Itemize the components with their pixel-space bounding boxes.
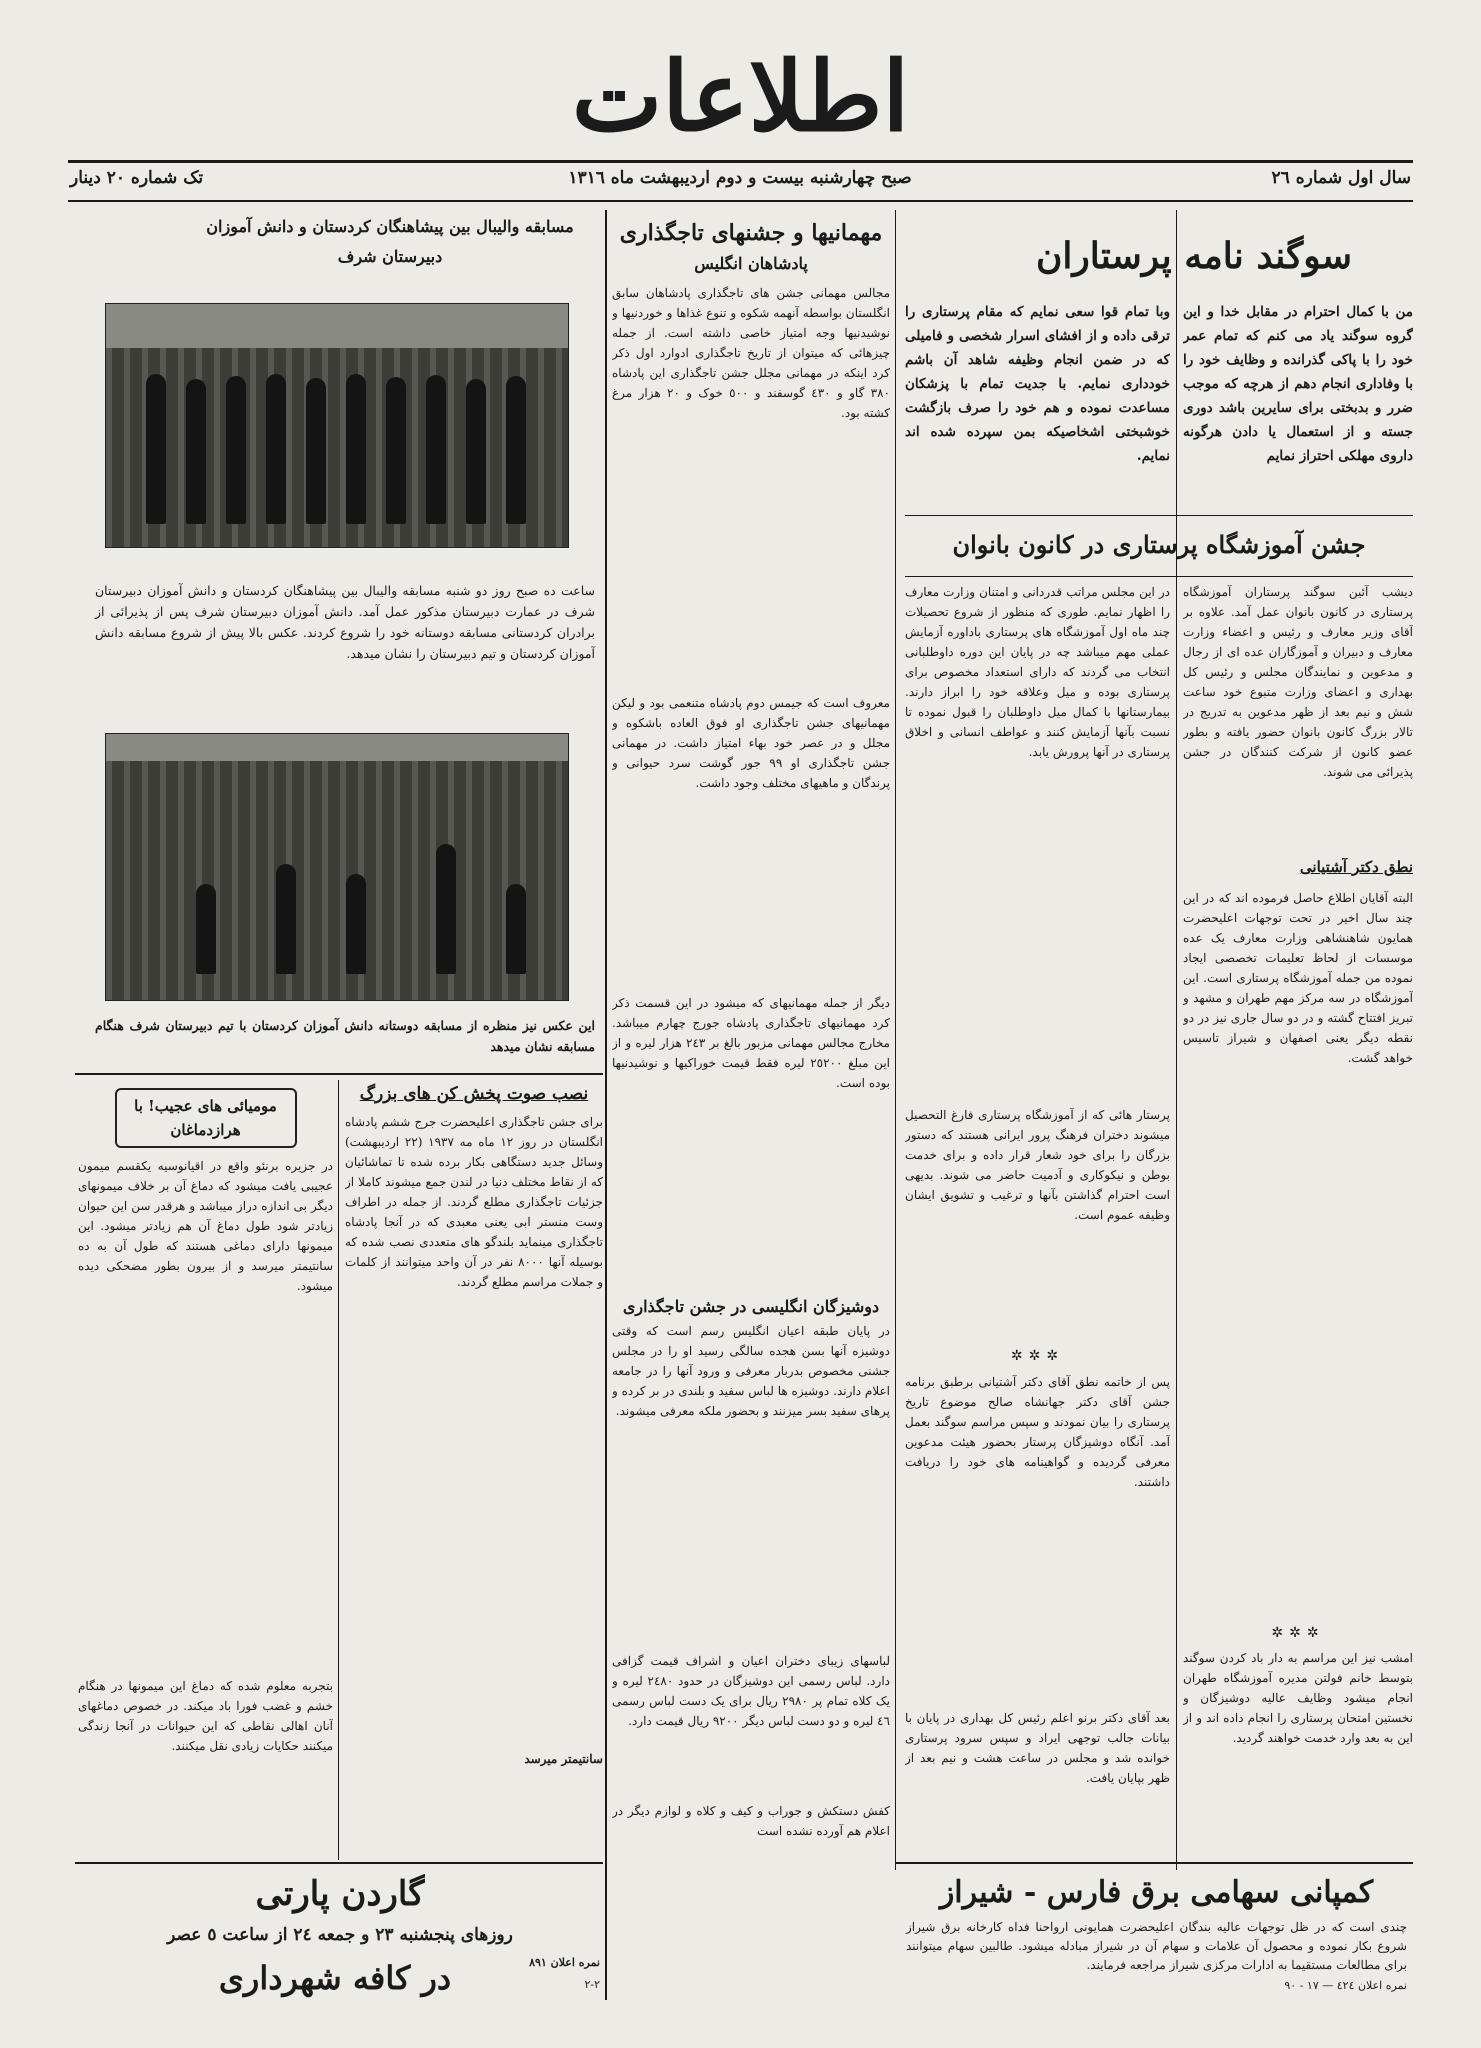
headline-loudspeakers: نصب صوت پخش کن های بزرگ <box>359 1084 589 1104</box>
ceremony-text: پس از خاتمه نطق آقای دکتر آشتیانی برطبق برنامه جشن آقای دکتر جهانشاه صالح موضوع تاریخ پرستاری را بیان نمودند و سپس مراسم سوگند بعمل آمد. آنگاه دوشیزگان پرستار بحضور هیئت مدعوین معرفی گردیده و گواهینامه های خود را دریافت داشتند. <box>905 1375 1170 1489</box>
graduate-nurses-text: پرستار هائی که از آموزشگاه پرستاری فارغ التحصیل میشوند دختران فرهنگ پرور ایرانی هستند که دستور بزرگان را برای خود شعار قرار داده و برای خدمت بوطن و نیکوکاری و آدمیت حاضر می شوند. بدیهی است احترام گذاشتن بآنها و ترغیب و تشویق ایشان وظیفه عموم است. <box>905 1108 1170 1222</box>
ad-fars-electric <box>900 1868 1413 2018</box>
photo-volleyball-team <box>105 303 569 548</box>
issue-number: سال اول شماره ٢٦ <box>1271 168 1411 188</box>
headline-strange-monkeys: مومیائی های عجیب! با هرازدماغان <box>134 1097 277 1139</box>
column-rule-1 <box>1176 210 1177 1870</box>
subheadline-english-kings: پادشاهان انگلیس <box>694 254 808 273</box>
oath-text: من با کمال احترام در مقابل خدا و این گروه سوگند یاد می کنم که تمام عمر خود را با پاکی گذرانده و وظایف خود را با وفاداری انجام دهم از هرچه که موجب ضرر و بدبختی برای سایرین باشد دوری جسته و از استعمال یا دادن هرگونه داروی مهلکی احتراز نمایم <box>1183 304 1413 464</box>
strange-monkeys-headline-box <box>115 1088 297 1148</box>
ashtiani-speech-text: البته آقایان اطلاع حاصل فرموده اند که در این چند سال اخیر در تحت توجهات اعلیحضرت همایون شاهنشاهی وزارت معارف یک عده موسسات از لحاظ تعلیمات تخصصی ایجاد نموده من جمله آموزشگاه پرستاری است. این آموزشگاه در سه مرکز مهم طهران و مشهد و تبریز افتتاح گشته و در دو سال جاری نیز در دو نقطه دیگر یعنی اصفهان و شیراز تاسیس خواهد گشت. <box>1183 891 1413 1065</box>
issue-price: تک شماره ٢٠ دینار <box>70 168 204 188</box>
debutantes-dress-costs: لباسهای زیبای دختران اعیان و اشراف قیمت گزافی دارد. لباس رسمی این دوشیزگان در حدود ٢٤٨٠ لیره و یک کلاه تمام پر ٢٩٨٠ ریال برای یک دست لباس رسمی ٤٦ لیره و دو دست لباس دیگر ٩٢٠٠ ریال قیمت دارد. <box>612 1654 890 1728</box>
issue-date: صبح چهارشنبه بیست و دوم اردیبهشت ماه ١٣١٦ <box>568 168 912 188</box>
coronation-feasts-text-c: دیگر از جمله مهمانیهای که میشود در این قسمت ذکر کرد مهمانیهای تاجگذاری پادشاه جورج چهارم میباشد. مخارج مجالس مهمانی مزبور بالغ بر ٢٤٣ هزار لیره و از این مبلغ ٢٥٢٠٠ لیره فقط قیمت خوراکیها و نوشیدنیها بوده است. <box>612 996 890 1090</box>
closing-text: امشب نیز این مراسم به دار باد کردن سوگند بتوسط خانم فولتن مدیره آموزشگاه طهران انجام میشود وظایف عالیه دوشیزگان و نخستین امتحان پرستاری را انجام داده اند و از این به بعد وارد خدمت خواهند گردید. <box>1183 1651 1413 1745</box>
caption-volleyball-team: ساعت ده صبح روز دو شنبه مسابقه والیبال بین پیشاهنگان کردستان و دانش آموزان دبیرستان شرف در عمارت دبیرستان مذکور عمل آمد. دانش آموزان دبیرستان شرف پس از پذیرائی از برادران کردستانی مسابقه دوستانه خود را شروع کردند. عکس بالا پیش از شروع مسابقه دانش آموزان کردستان و تیم دبیرستان را نشان میدهد. <box>95 583 595 661</box>
stars-divider-col1: ✲✲✲ <box>1271 1625 1325 1641</box>
column-rule-3 <box>605 210 607 2000</box>
strange-monkeys-text: در جزیره برنئو واقع در اقیانوسیه یکقسم میمون عجیبی یافت میشود که دماغ آن بر خلاف میمونهای دیگر بی اندازه دراز میباشد و هرقدر سن این حیوان زیادتر شود طول دماغ آن هم زیادتر میشود. این میمونها دارای دماغی هستند که طول آن به ده سانتیمتر میرسد و از بیرون بطور مضحکی دیده میشود. <box>78 1159 333 1293</box>
ad-garden-party <box>80 1868 600 2028</box>
ad-fars-electric-number: نمره اعلان ٤٢٤ — ١٧ - ٩٠ <box>1284 1979 1407 1992</box>
section-rule-left <box>75 1073 603 1075</box>
ad-fars-electric-text: چندی است که در ظل توجهات عالیه بندگان اعلیحضرت همایونی ارواحنا فداه کارخانه برق شیراز شروع بکار نموده و محصول آن علامات و سهام آن در شیراز مبادله میشود. طالبین سهام میتوانند برای مطالعات مستقیما به ادارات مرکزی شیراز مراجعه فرمایند. <box>906 1920 1407 1972</box>
masthead-rule-bottom <box>68 200 1413 202</box>
oath-continued-text: وبا تمام قوا سعی نمایم که مقام پرستاری را ترقی داده و از افشای اسرار شخصی و فامیلی که در ضمن انجام وظیفه شاهد آن باشم خودداری نمایم. با جدیت تمام با پزشکان مساعدت نموده و هم خود را صرف بازگشت خوشبختی اشخاصیکه بمن سپرده شده اند نمایم. <box>905 304 1170 464</box>
nursing-training-text: در این مجلس مراتب قدردانی و امتنان وزارت معارف را اظهار نمایم. طوری که منظور از شروع تحصیلات چند ماه اول آموزشگاه های پرستاری باداوره آزمایش عملی مهم میباشد چه در پایان این دوره داوطلبانی انتخاب می گردند که دارای استعداد مخصوص برای پرستاری بوده و میل وعلاقه خود را ابراز دارند. بیمارستانها با کمال میل داوطلبان را قبول نموده تا نسبت بآنها آزمایش کنند و عواطف انسانی و اخلاق پرستاری در آنها پرورش یابد. <box>905 585 1170 759</box>
headline-coronation-feasts: مهمانیها و جشنهای تاجگذاری <box>619 220 883 246</box>
ad-garden-party-venue: در کافه شهرداری <box>218 1959 452 1997</box>
rule-under-oath <box>905 515 1413 516</box>
ad-garden-party-ref: ٢-٢ <box>584 1978 600 1991</box>
rule-under-section-headline <box>905 576 1413 577</box>
celebration-text: دیشب آئین سوگند پرستاران آموزشگاه پرستاری در کانون بانوان عمل آمد. علاوه بر آقای وزیر معارف و رئیس و اعضاء وزارت معارف و دبیران و آموزگاران عده ای از رجال و مدعوین و نمایندگان مجلس و رئیس کل بهداری و اعضای وزارت متبوع خود ساعت شش و نیم بعد از ظهر مدعوین به تدریج در تالار بزرگ کانون بانوان حضور یافته و بطور عضو کانون از شرکت کنندگان در جشن پذیرائی می شوند. <box>1183 585 1413 779</box>
section-headline-wrap <box>905 520 1413 575</box>
subhead-ashtiani-speech: نطق دکتر آشتیانی <box>1299 858 1413 876</box>
ad-fars-electric-title: کمپانی سهامی برق فارس - شیراز <box>939 1875 1374 1910</box>
coronation-feasts-text-a: مجالس مهمانی جشن های تاجگذاری پادشاهان سابق انگلستان بواسطه آنهمه شکوه و تنوع غذاها و خوردنیها و نوشیدنیها وجه امتیاز خاصی داشته است. از جمله چیزهائی که میتوان از تاریخ تاجگذاری ادوارد اول ذکر کرد اینکه در مهمانی مجلل جشن تاجگذاری این پادشاه ٣٨٠ گاو و ٤٣٠ گوسفند و ٥٠٠ خوک و ٢٠ هزار مرغ کشته بود. <box>612 286 890 420</box>
photo-volleyball-match <box>105 733 569 1001</box>
masthead-title: اطلاعات <box>571 40 910 153</box>
subhead-english-debutantes: دوشیزگان انگلیسی در جشن تاجگذاری <box>622 1297 880 1316</box>
debutantes-accessories: کفش دستکش و جوراب و کیف و کلاه و لوازم دیگر در اعلام هم آورده نشده است <box>612 1804 890 1838</box>
rule-above-garden-party <box>75 1862 603 1864</box>
ad-garden-party-dates: روزهای پنجشنبه ٢٣ و جمعه ٢٤ از ساعت ٥ عصر <box>167 1925 513 1945</box>
loudspeakers-text: برای جشن تاجگذاری اعلیحضرت جرج ششم پادشاه انگلستان در روز ١٢ ماه مه ١٩٣٧ (٢٢ اردیبهشت) وسائل جدید دستگاهی بکار برده شده تا تماشائیان که از نقاط مختلف دنیا در لندن جمع میشوند کاملا از جزئیات تاجگذاری مطلع گردند. از جمله در اطراف وست منستر ابی یعنی معبدی که در آنجا پادشاه تاجگذاری مینماید بلندگو های متعددی نصب شده که بوسیله آنها ٨٠٠٠ نفر در آن واحد میتوانند از کلمات و جملات مراسم مطلع گردند. <box>345 1115 603 1289</box>
article-loudspeakers <box>345 1080 603 1860</box>
stars-divider-col2: ✲✲✲ <box>1010 1348 1065 1364</box>
loudspeakers-footer: سانتیمتر میرسد <box>524 1752 603 1766</box>
strange-monkeys-text-2: بتجربه معلوم شده که دماغ این میمونها در هنگام خشم و غضب فورا باد میکند. در خصوص دماغهای آنان اهالی نقاطی که این حیوانات در آنجا زندگی میکنند حکایات زیادی نقل میکنند. <box>78 1679 333 1753</box>
ad-garden-party-number: نمره اعلان ٨٩١ <box>529 1956 600 1969</box>
ad-garden-party-title: گاردن پارتی <box>255 1874 425 1914</box>
rule-above-fars-ad <box>895 1862 1413 1864</box>
headline-nursing-school-celebration: جشن آموزشگاه پرستاری در کانون بانوان <box>952 530 1366 559</box>
column-coronation-feasts <box>612 215 890 2005</box>
headline-volleyball-match: مسابقه والیبال بین پیشاهنگان کردستان و دانش آموزان دبیرستان شرف <box>206 217 574 266</box>
article-strange-monkeys <box>78 1080 333 1860</box>
column-rule-2 <box>895 210 896 1870</box>
caption-volleyball-match: این عکس نیز منظره از مسابقه دوستانه دانش آموزان کردستان با تیم دبیرستان شرف هنگام مسابقه نشان میدهد <box>95 1018 595 1054</box>
column-rule-left-inner <box>338 1080 339 1860</box>
masthead-rule-top <box>68 160 1413 163</box>
headline-nurses-oath-wide: سوگند نامه پرستاران <box>1035 235 1352 277</box>
coronation-feasts-text-b: معروف است که جیمس دوم پادشاه متنعمی بود و لیکن مهمانیهای جشن تاجگذاری او فوق العاده باشکوه و مجلل و در عصر خود بهاء امتیاز داشت. در مهمانی جشن تاجگذاری او ٩٩ جور گوشت سرد حیوانی و پرندگان و ماهیهای مختلف وجود داشت. <box>612 696 890 790</box>
ceremony-end-text: بعد آقای دکتر برنو اعلم رئیس کل بهداری در پایان با بیانات جالب توجهی ایراد و سپس سرود پرستاری خوانده شد و مجلس در ساعت هشت و نیم بعد از ظهر بپایان یافت. <box>905 1711 1170 1785</box>
debutantes-text: در پایان طبقه اعیان انگلیس رسم است که وقتی دوشیزه آنها بسن هجده سالگی رسید او را در مجلس جشنی مخصوص بدربار معرفی و ورود آنها را در جامعه اعلام دارند. دوشیزه ها لباس سفید و بلندی در بر کرده و پرهای سفید بسر میزنند و بحضور ملکه معرفی میشوند. <box>612 1324 890 1418</box>
